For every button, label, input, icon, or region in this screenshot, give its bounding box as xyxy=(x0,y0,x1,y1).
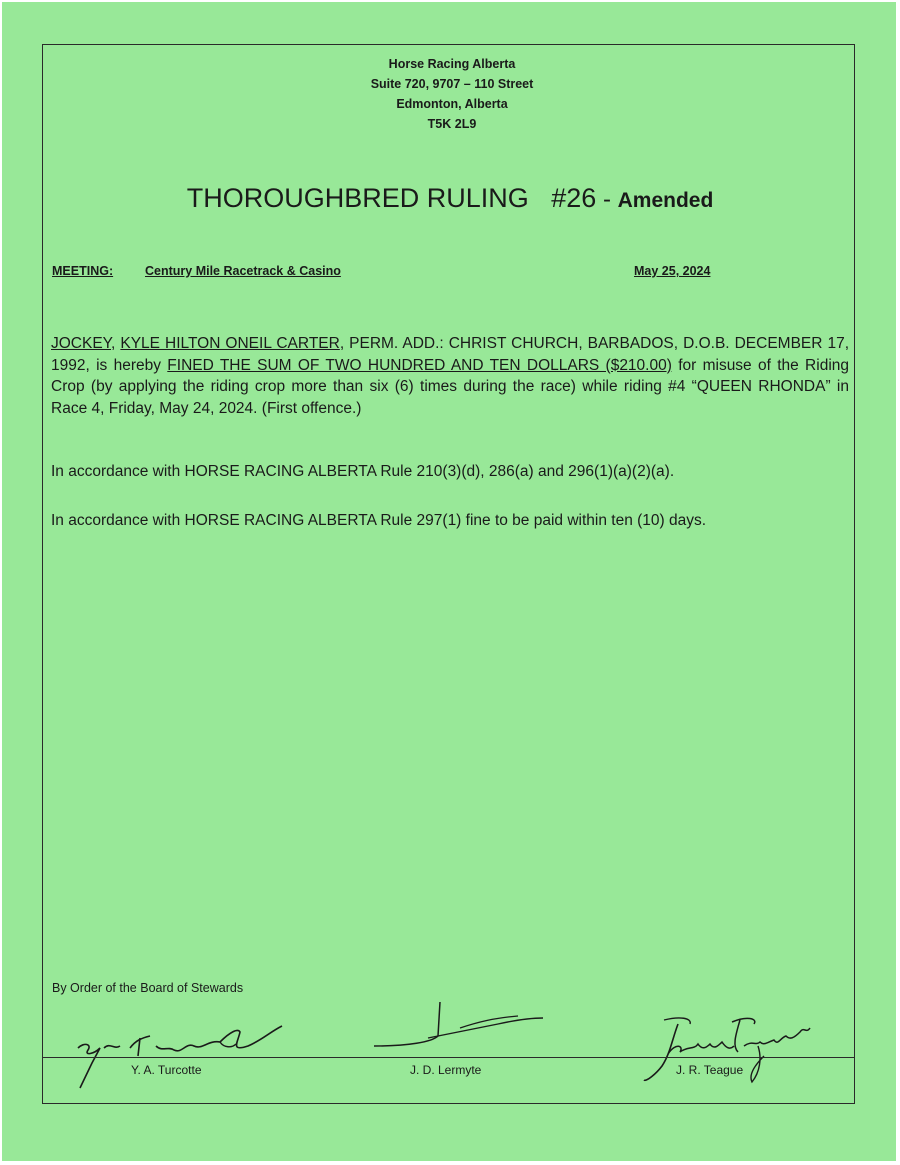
signature-lermyte xyxy=(368,998,548,1058)
title-separator: - xyxy=(596,186,618,213)
meeting-label: MEETING: xyxy=(52,264,114,278)
title-amended: Amended xyxy=(617,189,714,212)
ruling-title xyxy=(0,183,900,214)
rule-reference-2: In accordance with HORSE RACING ALBERTA Rule 297(1) fine to be paid within ten (10) days. xyxy=(51,512,707,529)
steward-name-turcotte: Y. A. Turcotte xyxy=(131,1063,202,1077)
ruling-role: JOCKEY xyxy=(51,335,112,352)
organization-name: Horse Racing Alberta xyxy=(388,57,516,71)
rule-reference-1: In accordance with HORSE RACING ALBERTA Rule 210(3)(d), 286(a) and 296(1)(a)(2)(a). xyxy=(51,463,675,480)
board-order-line: By Order of the Board of Stewards xyxy=(52,981,244,995)
steward-name-lermyte: J. D. Lermyte xyxy=(410,1063,482,1077)
ruling-paragraph xyxy=(51,333,849,419)
street-address: Suite 720, 9707 – 110 Street xyxy=(370,77,534,91)
steward-name-teague: J. R. Teague xyxy=(676,1063,744,1077)
meeting-venue: Century Mile Racetrack & Casino xyxy=(145,264,341,278)
signature-teague xyxy=(640,1010,815,1090)
title-main: THOROUGHBRED RULING #26 xyxy=(186,183,597,213)
signature-turcotte xyxy=(70,1018,285,1093)
signature-line xyxy=(42,1057,855,1058)
ruling-text-2: for misuse of the Riding Crop (by applying the riding crop more than six (6) times during the race) while riding #4 “QUEEN RHONDA” in Race 4, Friday, May 24, 2024. (First offence.) xyxy=(51,356,850,417)
ruling-text-1: , PERM. ADD.: CHRIST CHURCH, BARBADOS, D.O.B. DECEMBER 17, 1992, is hereby xyxy=(51,335,849,374)
jockey-name: KYLE HILTON ONEIL CARTER xyxy=(120,335,340,352)
fine-amount: FINED THE SUM OF TWO HUNDRED AND TEN DOLLARS ($210.00) xyxy=(167,356,672,374)
city-province: Edmonton, Alberta xyxy=(396,97,508,111)
postal-code: T5K 2L9 xyxy=(427,117,477,131)
ruling-sep: , xyxy=(111,335,121,352)
meeting-date: May 25, 2024 xyxy=(634,264,711,278)
